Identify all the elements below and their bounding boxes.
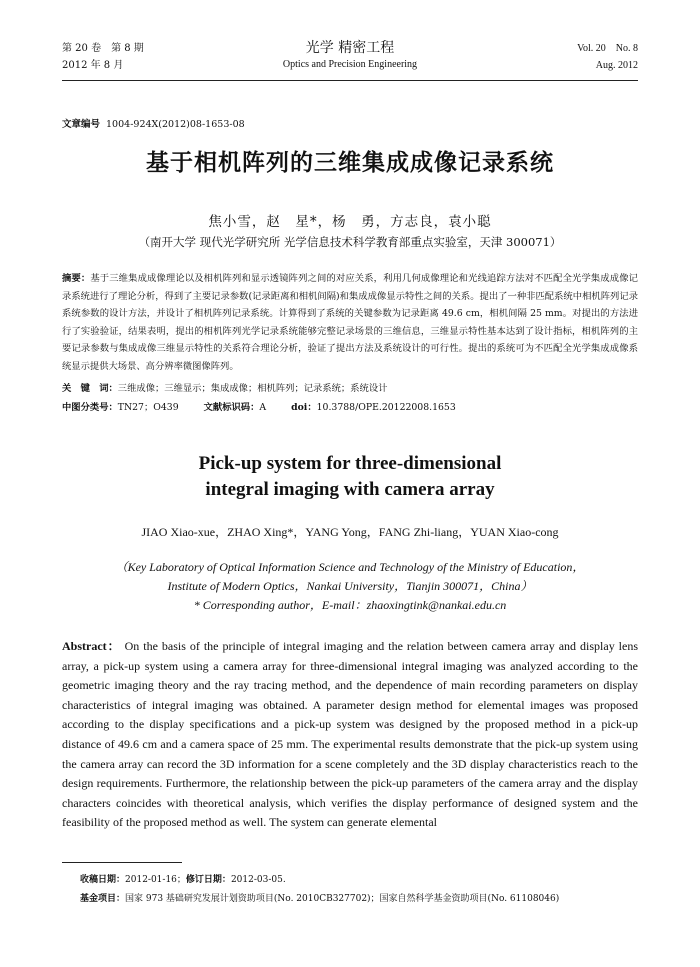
received-label: 收稿日期：	[80, 875, 126, 885]
abstract-en-label: Abstract：	[62, 639, 121, 653]
keywords-label: 关 键 词：	[62, 383, 118, 394]
title-en-line-2: integral imaging with camera array	[205, 479, 495, 500]
doi-label: doi：	[291, 402, 317, 413]
clc-value: TN27；O439	[117, 402, 179, 413]
date-en: Aug. 2012	[595, 60, 638, 71]
journal-en: Optics and Precision Engineering	[282, 59, 418, 70]
article-number	[62, 116, 245, 130]
doc-code-label: 文献标识码：	[203, 402, 260, 413]
keywords	[62, 380, 638, 394]
fund-text: 国家 973 基础研究发展计划资助项目(No. 2010CB327702)；国家自然科学基金资助项目(No. 61108046)	[125, 894, 560, 904]
volume-en: Vol. 20 No. 8	[577, 43, 638, 54]
footnote-rule	[62, 862, 182, 863]
keywords-text: 三维成像；三维显示；集成成像；相机阵列；记录系统；系统设计	[117, 383, 388, 394]
footnote-dates	[80, 872, 638, 885]
article-number-label: 文章编号	[62, 119, 101, 130]
title-cn: 基于相机阵列的三维集成成像记录系统	[146, 150, 554, 176]
authors-cn: 焦小雪，赵 星*，杨 勇，方志良，袁小聪	[208, 214, 492, 230]
running-header	[62, 40, 638, 76]
fund-label: 基金项目：	[80, 894, 126, 904]
received-date: 2012-01-16；	[125, 875, 186, 885]
article-number-value: 1004-924X(2012)08-1653-08	[106, 119, 245, 130]
clc-label: 中图分类号：	[62, 402, 118, 413]
header-center	[62, 40, 638, 73]
abstract-cn-label: 摘要：	[62, 273, 91, 284]
title-en	[0, 451, 700, 503]
journal-cn: 光学 精密工程	[305, 40, 395, 56]
volume-cn: 第 20 卷 第 8 期	[62, 43, 144, 54]
abstract-en-text: On the basis of the principle of integral imaging and the relation between camera array and display lens array, a pick-up system using a camera array for three-dimensional integral imaging was analyzed according to the geometric imaging theory and the ray tracing method, and the dependence of main recording parameters on display characteristics of integral imaging was obtained. A parameter design method for elemental images was proposed according to the display specifications and a pick-up system was designed by the proposed method in a pick-up distance of 49.6 cm and a camera space of 25 mm. The experimental results demonstrate that the pick-up system using the camera array can record the 3D information for a scene completely and the 3D display characteristics reach to the design requirements. Furthermore, the relationship between the pick-up parameters of the camera array and the display characters coincides with theoretical analysis, which verifies the display performance of designed system and the feasibility of the proposed method as well. The system can generate elemental	[62, 639, 639, 830]
affiliation-en-line-2: Institute of Modern Optics，Nankai University，Tianjin 300071，China）	[167, 579, 533, 593]
revised-label: 修订日期：	[185, 875, 231, 885]
date-cn: 2012 年 8 月	[62, 60, 124, 71]
abstract-cn	[62, 270, 638, 376]
header-right	[577, 40, 638, 74]
affiliation-cn: （南开大学 现代光学研究所 光学信息技术科学教育部重点实验室，天津 300071）	[138, 235, 562, 249]
footnote-funding	[80, 891, 638, 904]
doi-value: 10.3788/OPE.20122008.1653	[316, 402, 456, 413]
doc-code-value: A	[259, 402, 267, 413]
authors-en: JIAO Xiao-xue，ZHAO Xing*，YANG Yong，FANG Zhi-liang，YUAN Xiao-cong	[141, 525, 559, 539]
classification	[62, 399, 638, 413]
affiliation-en	[0, 558, 700, 615]
affiliation-en-line-1: （Key Laboratory of Optical Information Science and Technology of the Ministry of Education，	[115, 560, 585, 574]
abstract-cn-text: 基于三维集成成像理论以及相机阵列和显示透镜阵列之间的对应关系，利用几何成像理论和光线追踪方法对不匹配全光学集成成像记录系统进行了理论分析，得到了主要记录参数(记录距离和相机间隔)和集成成像显示特性之间的关系。提出了一种非匹配系统中相机阵列记录系统参数的设计方法，并设计了相机阵列记录系统。计算得到了系统的关键参数为记录距离 49.6 cm，相机间隔 25 mm。对提出的方法进行了实验验证，结果表明，提出的相机阵列光学记录系统能够完整记录场景的三维信息，三维显示特性基本达到了设计指标，相机阵列的主要记录参数与集成成像三维显示特性的关系符合理论分析，验证了提出方法及系统设计的可行性。提出的系统可为不匹配全光学集成成像系统显示提供大场景、高分辨率微图像阵列。	[62, 273, 638, 372]
revised-date: 2012-03-05.	[230, 875, 286, 885]
title-en-line-1: Pick-up system for three-dimensional	[198, 453, 502, 474]
header-rule	[62, 80, 638, 81]
corresponding-author: * Corresponding author，E-mail：zhaoxingtink@nankai.edu.cn	[193, 598, 507, 612]
abstract-en	[62, 637, 638, 833]
